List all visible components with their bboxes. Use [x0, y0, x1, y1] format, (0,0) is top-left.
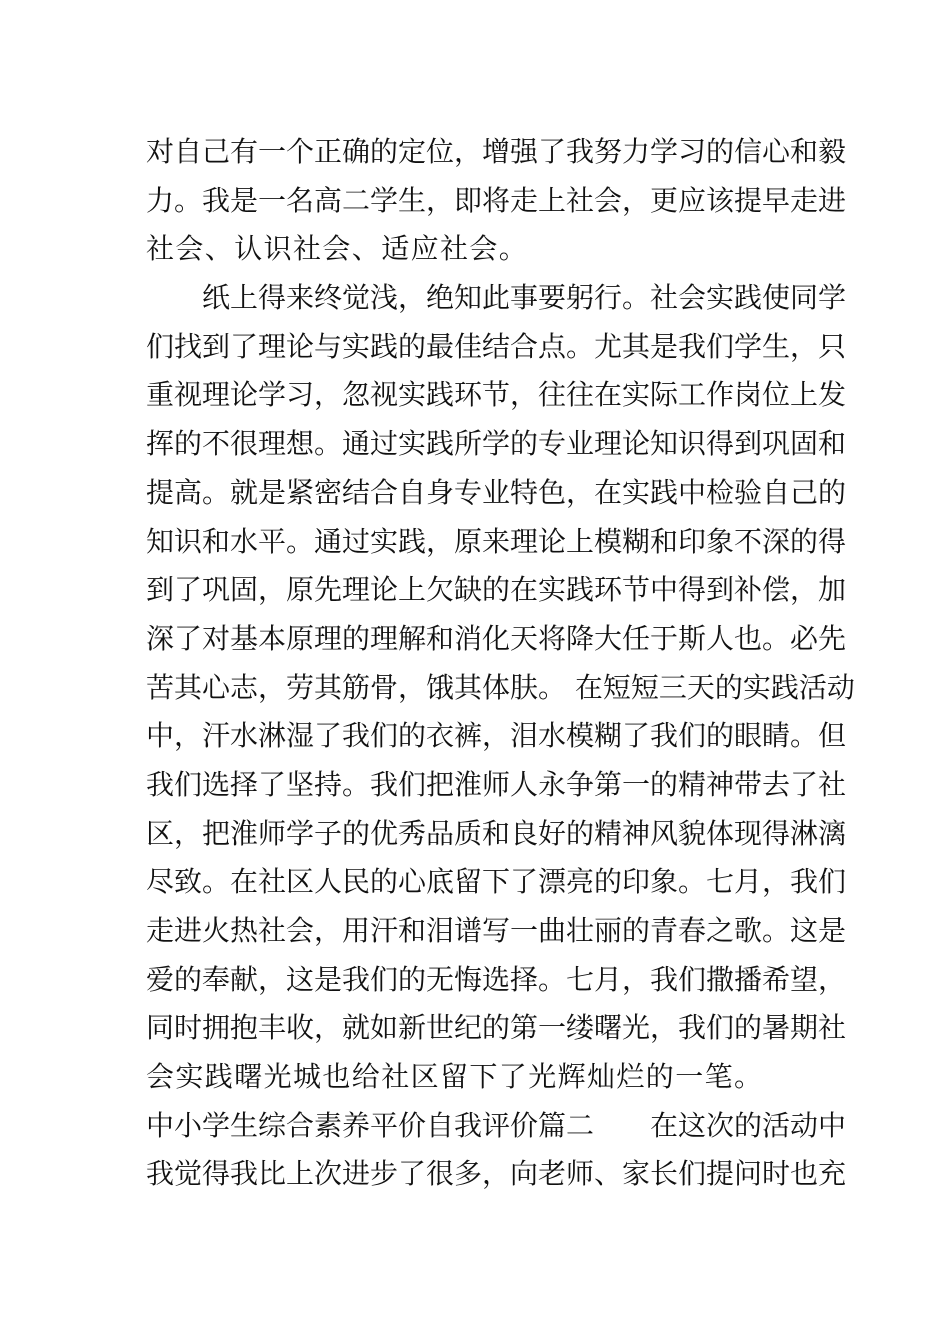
text-line: 深了对基本原理的理解和消化天将降大任于斯人也。必先 [146, 621, 847, 655]
text-line: 社会、认识社会、适应社会。 [146, 232, 529, 266]
text-line: 力。我是一名高二学生，即将走上社会，更应该提早走进 [146, 183, 847, 217]
text-line: 知识和水平。通过实践，原来理论上模糊和印象不深的得 [146, 524, 847, 558]
text-line: 我们选择了坚持。我们把淮师人永争第一的精神带去了社 [146, 767, 847, 801]
text-line: 中，汗水淋湿了我们的衣裤，泪水模糊了我们的眼睛。但 [146, 719, 847, 753]
text-line: 对自己有一个正确的定位，增强了我努力学习的信心和毅 [146, 135, 847, 168]
text-line: 尽致。在社区人民的心底留下了漂亮的印象。七月，我们 [146, 865, 847, 899]
text-line: 苦其心志，劳其筋骨，饿其体肤。 在短短三天的实践活动 [146, 670, 855, 704]
text-line: 挥的不很理想。通过实践所学的专业理论知识得到巩固和 [146, 427, 847, 461]
text-line: 会实践曙光城也给社区留下了光辉灿烂的一笔。 [146, 1060, 764, 1094]
text-line: 重视理论学习，忽视实践环节，往往在实际工作岗位上发 [146, 378, 847, 412]
text-line: 提高。就是紧密结合自身专业特色，在实践中检验自己的 [146, 475, 847, 509]
text-line: 走进火热社会，用汗和泪谱写一曲壮丽的青春之歌。这是 [146, 914, 847, 947]
text-line: 纸上得来终觉浅，绝知此事要躬行。社会实践使同学 [146, 281, 847, 315]
text-line: 同时拥抱丰收，就如新世纪的第一缕曙光，我们的暑期社 [146, 1011, 847, 1045]
text-line: 区，把淮师学子的优秀品质和良好的精神风貌体现得淋漓 [146, 816, 847, 850]
document-body [146, 128, 855, 1199]
text-line: 爱的奉献，这是我们的无悔选择。七月，我们撒播希望， [146, 962, 847, 996]
text-line: 们找到了理论与实践的最佳结合点。尤其是我们学生，只 [146, 329, 847, 363]
text-line: 中小学生综合素养平价自我评价篇二 在这次的活动中 [146, 1108, 847, 1142]
text-line: 到了巩固，原先理论上欠缺的在实践环节中得到补偿，加 [146, 573, 847, 607]
text-line: 我觉得我比上次进步了很多，向老师、家长们提问时也充 [146, 1157, 847, 1191]
